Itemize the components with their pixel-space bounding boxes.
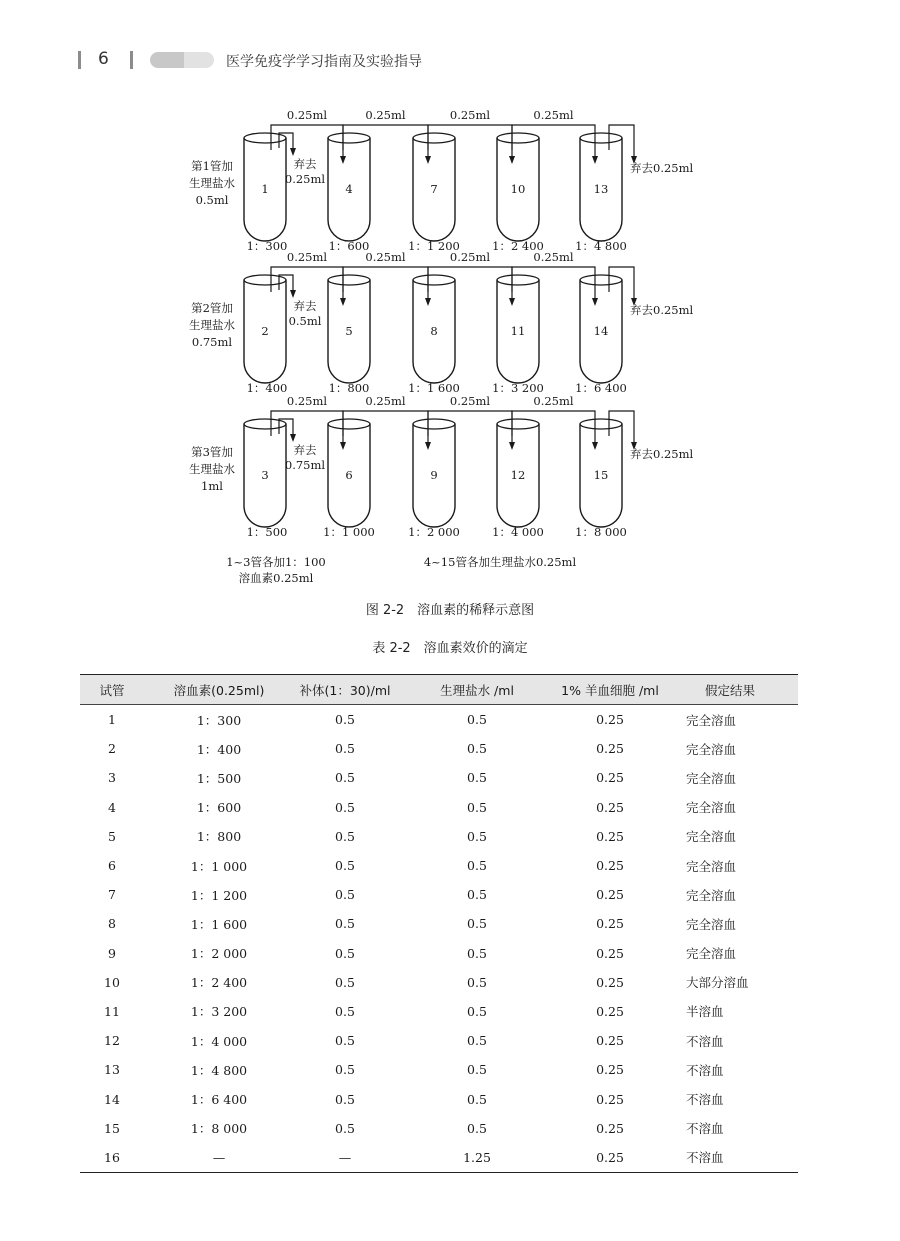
dilution-row — [189, 108, 694, 253]
saline-add-label: 第1管加 — [191, 159, 233, 173]
table-cell: 0.25 — [596, 712, 624, 728]
table-cell: 完全溶血 — [686, 887, 737, 903]
table-cell: 完全溶血 — [686, 829, 737, 845]
dilution-label: 1：2 400 — [492, 239, 544, 253]
table-cell: 0.5 — [335, 1003, 355, 1019]
tube-number: 12 — [510, 468, 526, 482]
table-cell: 0.5 — [467, 1003, 487, 1019]
tube-number: 10 — [510, 182, 526, 196]
tube-mouth — [244, 275, 286, 285]
table-cell: 0.25 — [596, 799, 624, 815]
table-cell: 1：1 600 — [190, 916, 248, 932]
table-cell: 0.5 — [467, 770, 487, 786]
table-cell: 0.5 — [335, 974, 355, 990]
dilution-row — [189, 250, 694, 395]
table-caption: 表 2-2 溶血素效价的滴定 — [372, 641, 528, 656]
tube-mouth — [413, 275, 455, 285]
table-cell: 0.5 — [467, 712, 487, 728]
discard-label: 弃去 — [293, 299, 317, 313]
table-cell: 0.5 — [335, 828, 355, 844]
transfer-volume-label: 0.25ml — [365, 250, 406, 264]
table-cell: — — [144, 1143, 294, 1173]
table-cell: 0.5 — [467, 1033, 487, 1049]
table-cell: 完全溶血 — [686, 712, 737, 728]
table-cell: 0.5 — [335, 887, 355, 903]
tube-number: 3 — [261, 468, 269, 482]
table-row — [80, 793, 798, 822]
dilution-label: 1：4 800 — [575, 239, 627, 253]
table-cell: 1：800 — [196, 829, 242, 845]
transfer-arrow — [271, 125, 343, 160]
tube-mouth — [580, 275, 622, 285]
book-title: 医学免疫学学习指南及实验指导 — [226, 54, 422, 70]
table-cell: 12 — [104, 1033, 120, 1049]
discard-volume-label: 0.25ml — [284, 172, 326, 186]
table-cell: 0.5 — [335, 1091, 355, 1107]
tube-number: 14 — [593, 324, 609, 338]
transfer-volume-label: 0.25ml — [286, 394, 328, 408]
tube-mouth — [580, 133, 622, 143]
table-cell: 15 — [104, 1120, 120, 1136]
dilution-label: 1：400 — [246, 381, 288, 395]
discard-label: 弃去 — [293, 157, 317, 171]
table-cell: 0.25 — [596, 858, 624, 874]
transfer-volume-label: 0.25ml — [533, 108, 574, 122]
saline-add-label: 生理盐水 — [189, 462, 235, 476]
dilution-label: 1：8 000 — [575, 525, 627, 539]
tube-mouth — [413, 419, 455, 429]
table-row — [80, 909, 798, 938]
tube-mouth — [497, 275, 539, 285]
tube-number: 11 — [510, 324, 526, 338]
discard-volume-label: 0.5ml — [288, 314, 322, 328]
note-left-line2: 溶血素0.25ml — [238, 571, 314, 585]
transfer-volume-label: 0.25ml — [533, 394, 574, 408]
tube-number: 9 — [430, 468, 438, 482]
column-header: 试管 — [80, 675, 144, 705]
table-cell: 1：4 000 — [190, 1033, 248, 1049]
table-row — [80, 968, 798, 997]
table-cell: 1：8 000 — [190, 1121, 248, 1137]
table-cell: 1：400 — [196, 741, 242, 757]
table-cell: 1：600 — [196, 800, 242, 816]
page-number: 6 — [98, 49, 109, 69]
discard-volume-label: 0.75ml — [284, 458, 326, 472]
table-cell: 1 — [108, 712, 116, 728]
table-row — [80, 705, 798, 735]
tube-mouth — [328, 133, 370, 143]
tube-number: 1 — [261, 182, 269, 196]
table-cell: 13 — [104, 1062, 120, 1078]
table-cell: 0.5 — [467, 1120, 487, 1136]
tube-number: 6 — [345, 468, 353, 482]
dilution-label: 1：500 — [246, 525, 288, 539]
table-row — [80, 880, 798, 909]
tube-number: 5 — [345, 324, 353, 338]
column-header: 溶血素(0.25ml) — [144, 675, 294, 705]
tube-number: 7 — [430, 182, 438, 196]
table-cell: 4 — [108, 799, 116, 815]
table-cell: 10 — [104, 974, 120, 990]
table-cell: 0.25 — [596, 1033, 624, 1049]
table-cell: 14 — [104, 1091, 120, 1107]
column-header: 生理盐水 /ml — [396, 675, 558, 705]
table-row — [80, 1084, 798, 1113]
note-right: 4~15管各加生理盐水0.25ml — [423, 555, 577, 569]
table-cell: 0.5 — [467, 974, 487, 990]
note-left-line1: 1~3管各加1：100 — [226, 555, 326, 569]
table-row — [80, 822, 798, 851]
tube-mouth — [497, 133, 539, 143]
table-cell: 1：1 000 — [190, 858, 248, 874]
tube-mouth — [497, 419, 539, 429]
table-row — [80, 1055, 798, 1084]
end-discard-label: 弃去0.25ml — [630, 161, 694, 175]
table-cell: 11 — [104, 1003, 120, 1019]
titration-table — [80, 674, 798, 1173]
end-discard-label: 弃去0.25ml — [630, 303, 694, 317]
table-row — [80, 763, 798, 792]
table-cell: 不溶血 — [686, 1033, 724, 1049]
transfer-volume-label: 0.25ml — [449, 108, 491, 122]
dilution-label: 1：6 400 — [575, 381, 627, 395]
transfer-volume-label: 0.25ml — [533, 250, 574, 264]
table-cell: 0.25 — [596, 828, 624, 844]
saline-add-label: 0.75ml — [191, 335, 233, 349]
table-cell: 0.25 — [596, 1003, 624, 1019]
table-cell: 不溶血 — [686, 1121, 724, 1137]
table-cell: 7 — [108, 887, 116, 903]
table-cell: 0.5 — [335, 799, 355, 815]
saline-add-label: 生理盐水 — [189, 176, 235, 190]
column-header: 1% 羊血细胞 /ml — [558, 675, 662, 705]
table-cell: 0.5 — [335, 712, 355, 728]
table-cell: 1：4 800 — [190, 1062, 248, 1078]
table-cell: 3 — [108, 770, 116, 786]
table-cell: 完全溶血 — [686, 741, 737, 757]
table-cell: 0.5 — [335, 741, 355, 757]
tube-mouth — [328, 419, 370, 429]
table-row — [80, 997, 798, 1026]
table-cell: 0.25 — [596, 1062, 624, 1078]
table-cell: 不溶血 — [686, 1062, 724, 1078]
table-cell: 1：500 — [196, 770, 242, 786]
table-cell: 6 — [108, 858, 116, 874]
dilution-label: 1：3 200 — [492, 381, 544, 395]
table-cell: 0.5 — [467, 1062, 487, 1078]
transfer-arrow — [271, 411, 343, 446]
table-row — [80, 1143, 798, 1173]
table-cell: 0.5 — [467, 1091, 487, 1107]
end-discard-label: 弃去0.25ml — [630, 447, 694, 461]
table-cell: 0.25 — [596, 741, 624, 757]
table-cell: 0.5 — [335, 1120, 355, 1136]
transfer-volume-label: 0.25ml — [365, 394, 406, 408]
tube-mouth — [413, 133, 455, 143]
saline-add-label: 1ml — [201, 479, 223, 493]
transfer-volume-label: 0.25ml — [286, 250, 328, 264]
table-cell: 0.25 — [596, 974, 624, 990]
table-cell: 0.25 — [596, 887, 624, 903]
transfer-volume-label: 0.25ml — [286, 108, 328, 122]
table-cell: 不溶血 — [662, 1143, 798, 1173]
table-cell: 0.25 — [596, 1120, 624, 1136]
table-cell: 大部分溶血 — [686, 975, 749, 991]
table-cell: — — [294, 1143, 396, 1173]
table-cell: 完全溶血 — [686, 858, 737, 874]
dilution-label: 1：1 000 — [323, 525, 375, 539]
table-row — [80, 1114, 798, 1143]
dilution-label: 1：1 600 — [408, 381, 460, 395]
table-cell: 1：2 400 — [190, 975, 248, 991]
table-cell: 0.5 — [467, 828, 487, 844]
table-cell: 0.5 — [335, 916, 355, 932]
saline-add-label: 第2管加 — [191, 301, 233, 315]
dilution-label: 1：4 000 — [492, 525, 544, 539]
tube-number: 2 — [261, 324, 269, 338]
transfer-volume-label: 0.25ml — [365, 108, 406, 122]
table-cell: 0.5 — [335, 945, 355, 961]
transfer-volume-label: 0.25ml — [449, 250, 491, 264]
transfer-arrow — [271, 267, 343, 302]
table-cell: 0.5 — [335, 1062, 355, 1078]
table-cell: 0.5 — [335, 770, 355, 786]
table-cell: 5 — [108, 828, 116, 844]
dilution-label: 1：300 — [246, 239, 288, 253]
table-cell: 0.5 — [335, 1033, 355, 1049]
table-cell: 完全溶血 — [686, 800, 737, 816]
column-header: 补体(1：30)/ml — [294, 675, 396, 705]
table-cell: 1.25 — [396, 1143, 558, 1173]
saline-add-label: 生理盐水 — [189, 318, 235, 332]
table-cell: 1：1 200 — [190, 887, 248, 903]
dilution-row — [189, 394, 694, 539]
table-cell: 0.25 — [596, 1091, 624, 1107]
saline-add-label: 0.5ml — [195, 193, 229, 207]
transfer-volume-label: 0.25ml — [449, 394, 491, 408]
table-cell: 0.25 — [596, 770, 624, 786]
table-cell: 半溶血 — [686, 1004, 724, 1020]
tube-number: 15 — [593, 468, 609, 482]
discard-label: 弃去 — [293, 443, 317, 457]
tube-mouth — [328, 275, 370, 285]
table-row — [80, 939, 798, 968]
table-cell: 1：2 000 — [190, 946, 248, 962]
dilution-label: 1：1 200 — [408, 239, 460, 253]
table-row — [80, 734, 798, 763]
tube-mouth — [244, 133, 286, 143]
table-cell: 2 — [108, 741, 116, 757]
dilution-label: 1：600 — [328, 239, 370, 253]
table-cell: 0.5 — [467, 858, 487, 874]
table-cell: 1：6 400 — [190, 1092, 248, 1108]
figure-caption: 图 2-2 溶血素的稀释示意图 — [365, 603, 535, 618]
dilution-label: 1：800 — [328, 381, 370, 395]
table-cell: 0.5 — [467, 916, 487, 932]
table-cell: 不溶血 — [686, 1092, 724, 1108]
dilution-diagram — [0, 0, 900, 590]
table-cell: 0.5 — [467, 799, 487, 815]
table-cell: 0.25 — [596, 945, 624, 961]
table-cell: 8 — [108, 916, 116, 932]
tube-mouth — [244, 419, 286, 429]
tube-number: 4 — [345, 182, 353, 196]
tube-number: 8 — [430, 324, 438, 338]
tube-mouth — [580, 419, 622, 429]
dilution-label: 1：2 000 — [408, 525, 460, 539]
table-cell: 0.5 — [467, 741, 487, 757]
table-row — [80, 851, 798, 880]
table-cell: 0.5 — [467, 945, 487, 961]
saline-add-label: 第3管加 — [191, 445, 233, 459]
table-header-row — [80, 675, 798, 705]
table-cell: 完全溶血 — [686, 946, 737, 962]
table-row — [80, 1026, 798, 1055]
table-cell: 0.5 — [335, 858, 355, 874]
table-cell: 0.25 — [596, 916, 624, 932]
table-cell: 1：300 — [196, 712, 242, 728]
tube-number: 13 — [593, 182, 609, 196]
table-cell: 0.25 — [558, 1143, 662, 1173]
table-cell: 9 — [108, 945, 116, 961]
table-cell: 16 — [80, 1143, 144, 1173]
table-cell: 完全溶血 — [686, 770, 737, 786]
column-header: 假定结果 — [662, 675, 798, 705]
table-cell: 0.5 — [467, 887, 487, 903]
table-cell: 完全溶血 — [686, 916, 737, 932]
table-cell: 1：3 200 — [190, 1004, 248, 1020]
